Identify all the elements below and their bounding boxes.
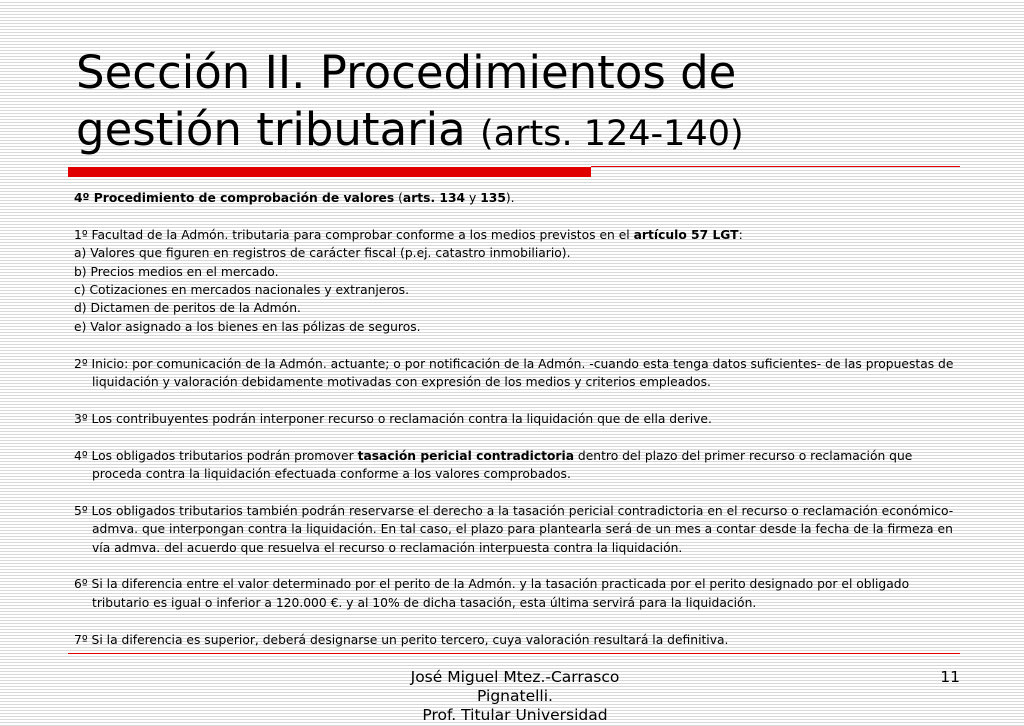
p1-text: 1º Facultad de la Admón. tributaria para comprobar conforme a los medios previstos en el	[74, 227, 634, 242]
page-number: 11	[940, 668, 960, 686]
heading-bold-135: 135	[480, 191, 506, 205]
footer-divider	[68, 653, 960, 654]
list-item-d: d) Dictamen de peritos de la Admón.	[74, 301, 301, 316]
title-line-1: Sección II. Procedimientos de	[76, 46, 737, 99]
paragraph-5: 5º Los obligados tributarios también podrán reservarse el derecho a la tasación pericial contradictoria en el recurso o reclamación económico-admva. que interpongan contra la liquidación. En tal caso, el plazo para plantearla será de un mes a contar desde la fecha de la firmeza en vía admva. del acuerdo que resuelva el recurso o reclamación interpuesta contra la liquidación.	[74, 503, 954, 555]
author-line-2: Pignatelli.	[477, 687, 553, 705]
title-underline-thick	[68, 167, 591, 177]
p1-bold: artículo 57 LGT	[633, 227, 739, 242]
p4-bold: tasación pericial contradictoria	[357, 448, 575, 463]
paragraph-3: 3º Los contribuyentes podrán interponer recurso o reclamación contra la liquidación que de ella derive.	[74, 411, 712, 426]
heading-bold-arts: arts. 134	[402, 191, 466, 205]
list-item-b: b) Precios medios en el mercado.	[74, 264, 279, 279]
p4-text: 4º Los obligados tributarios podrán promover	[74, 448, 358, 463]
footer-author	[380, 668, 650, 725]
heading-bold: 4º Procedimiento de comprobación de valores	[74, 191, 395, 205]
list-item-e: e) Valor asignado a los bienes en las pólizas de seguros.	[74, 319, 421, 334]
heading-text-and: y	[465, 191, 481, 205]
paragraph-6: 6º Si la diferencia entre el valor determinado por el perito de la Admón. y la tasación practicada por el perito designado por el obligado tributario es igual o inferior a 120.000 €. y al 10% de dicha tasación, esta última servirá para la liquidación.	[74, 577, 910, 610]
p4-text-end: dentro del plazo del primer recurso o reclamación que proceda contra la liquidación efectuada conforme a los valores comprobados.	[92, 448, 913, 482]
title-line-2: gestión tributaria	[76, 103, 466, 156]
paragraph-4	[74, 447, 964, 484]
section-heading	[74, 189, 964, 207]
paragraph-7: 7º Si la diferencia es superior, deberá designarse un perito tercero, cuya valoración resultará la definitiva.	[74, 632, 729, 647]
author-line-3: Prof. Titular Universidad	[422, 706, 608, 724]
title-arts-range: (arts. 124-140)	[480, 114, 744, 154]
heading-text-close: ).	[505, 191, 515, 205]
heading-text: (	[394, 191, 403, 205]
paragraph-2: 2º Inicio: por comunicación de la Admón. actuante; o por notificación de la Admón. -cuando esta tenga datos suficientes- de las propuestas de liquidación y valoración debidamente motivadas con expresión de los medios y criterios empleados.	[74, 356, 954, 390]
list-item-c: c) Cotizaciones en mercados nacionales y extranjeros.	[74, 283, 409, 298]
author-line-1: José Miguel Mtez.-Carrasco	[410, 668, 620, 686]
p1-colon: :	[738, 227, 743, 242]
slide-body	[74, 189, 964, 649]
list-item-a: a) Valores que figuren en registros de carácter fiscal (p.ej. catastro inmobiliario).	[74, 246, 571, 261]
slide-title	[76, 44, 976, 163]
title-underline-thin	[591, 166, 960, 167]
paragraph-1	[74, 226, 964, 244]
